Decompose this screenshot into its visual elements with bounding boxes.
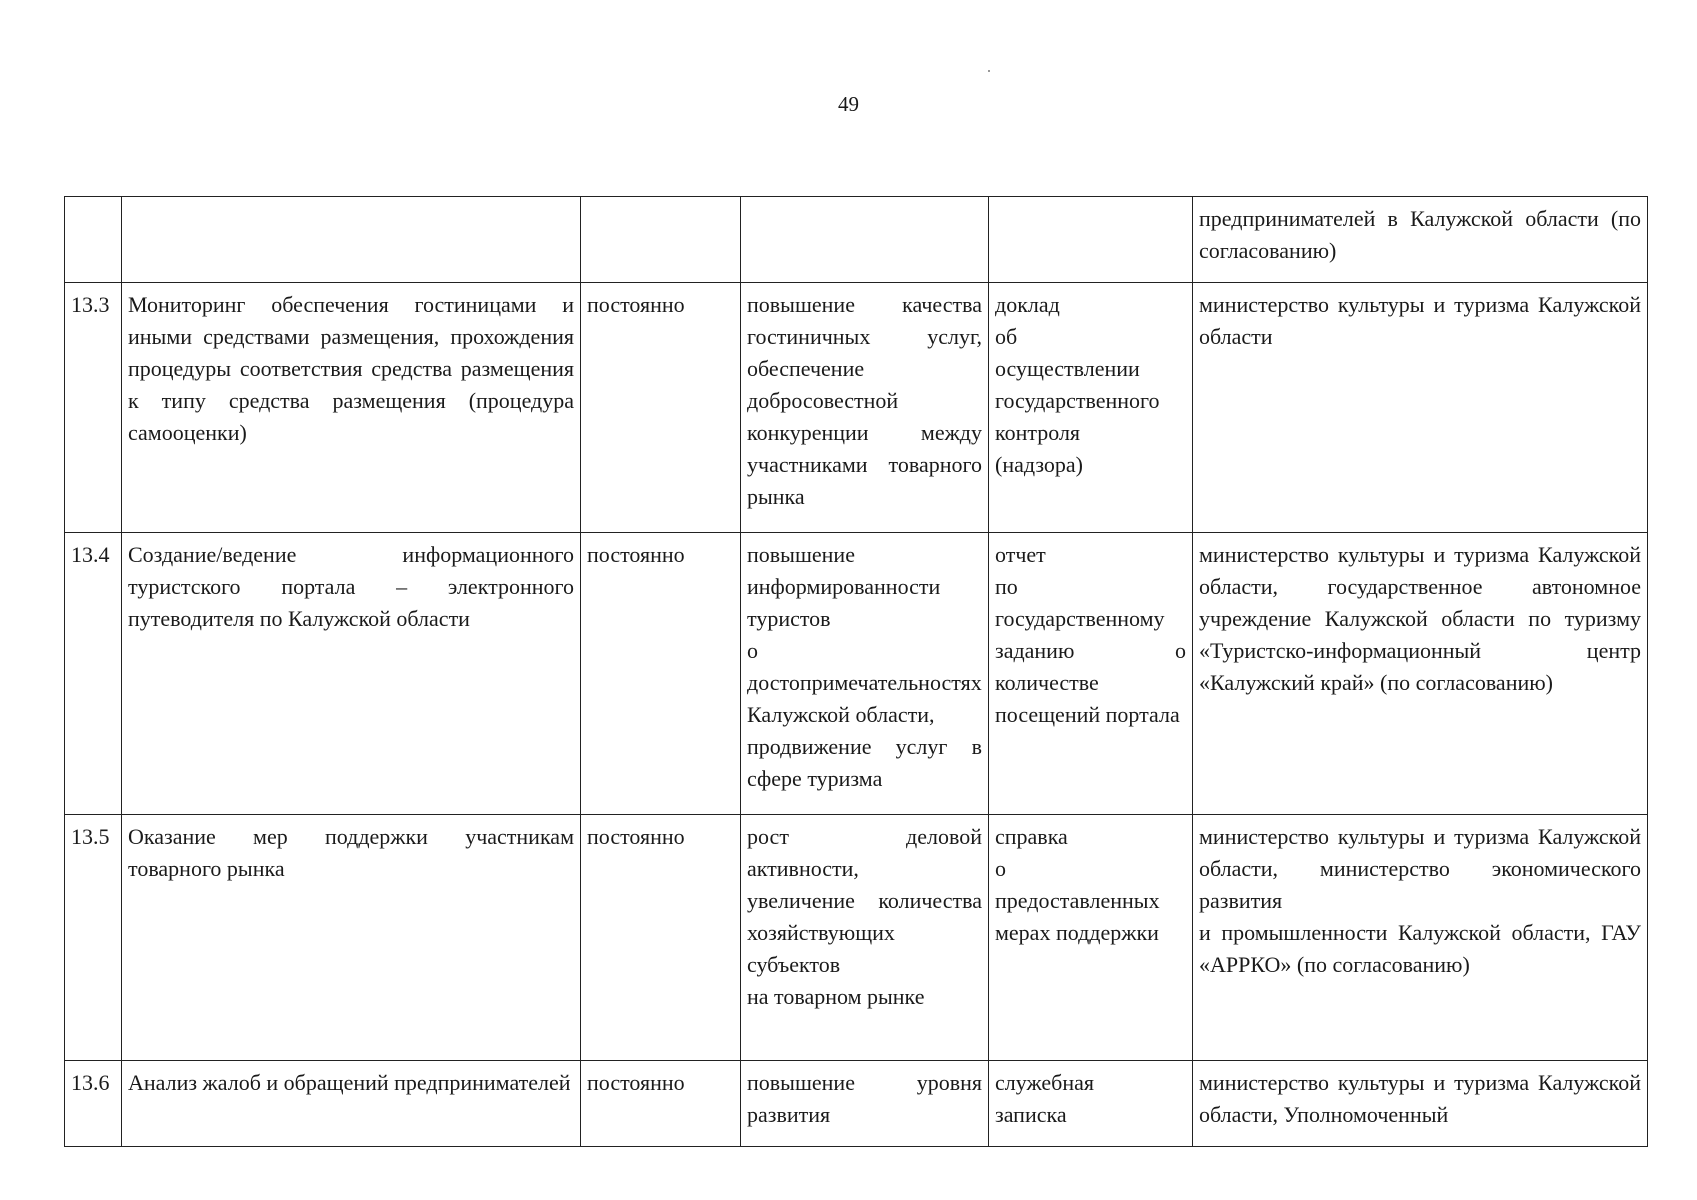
term-cell: постоянно xyxy=(581,533,741,815)
result-cell xyxy=(741,197,989,283)
scan-dot xyxy=(988,70,990,72)
activity-cell: Мониторинг обеспечения гостиницами и иными средствами размещения, прохождения процедуры соответствия средства размещения к типу средства размещения (процедура самооценки) xyxy=(122,283,581,533)
document-cell xyxy=(989,197,1193,283)
page-number: 49 xyxy=(838,92,859,116)
row-number xyxy=(65,197,122,283)
responsible-cell: министерство культуры и туризма Калужской области xyxy=(1193,283,1648,533)
row-number: 13.4 xyxy=(65,533,122,815)
result-cell: рост деловой активности, увеличение количества хозяйствующих субъектов на товарном рынке xyxy=(741,815,989,1061)
row-number: 13.3 xyxy=(65,283,122,533)
document-cell: доклад об осуществлении государственного контроля (надзора) xyxy=(989,283,1193,533)
document-cell: справка о предоставленных мерах поддержки xyxy=(989,815,1193,1061)
responsible-cell: предпринимателей в Калужской области (по согласованию) xyxy=(1193,197,1648,283)
table-row xyxy=(65,197,1648,283)
document-cell: отчет по государственному заданию о количестве посещений портала xyxy=(989,533,1193,815)
row-number: 13.6 xyxy=(65,1061,122,1147)
activity-cell: Создание/ведение информационного туристского портала – электронного путеводителя по Калужской области xyxy=(122,533,581,815)
responsible-cell: министерство культуры и туризма Калужской области, государственное автономное учреждение Калужской области по туризму «Туристско-информационный центр «Калужский край» (по согласованию) xyxy=(1193,533,1648,815)
result-cell: повышение качества гостиничных услуг, обеспечение добросовестной конкуренции между участниками товарного рынка xyxy=(741,283,989,533)
table-row xyxy=(65,533,1648,815)
term-cell: постоянно xyxy=(581,1061,741,1147)
row-number: 13.5 xyxy=(65,815,122,1061)
table-row xyxy=(65,1061,1648,1147)
activity-cell: Оказание мер поддержки участникам товарного рынка xyxy=(122,815,581,1061)
measures-table xyxy=(64,196,1648,1147)
table-row xyxy=(65,283,1648,533)
activity-cell: Анализ жалоб и обращений предпринимателей xyxy=(122,1061,581,1147)
term-cell: постоянно xyxy=(581,815,741,1061)
term-cell: постоянно xyxy=(581,283,741,533)
result-cell: повышение уровня развития xyxy=(741,1061,989,1147)
activity-cell xyxy=(122,197,581,283)
term-cell xyxy=(581,197,741,283)
responsible-cell: министерство культуры и туризма Калужской области, министерство экономического развития и промышленности Калужской области, ГАУ «АРРКО» (по согласованию) xyxy=(1193,815,1648,1061)
result-cell: повышение информированности туристов о достопримечательностях Калужской области, продвижение услуг в сфере туризма xyxy=(741,533,989,815)
responsible-cell: министерство культуры и туризма Калужской области, Уполномоченный xyxy=(1193,1061,1648,1147)
document-cell: служебная записка xyxy=(989,1061,1193,1147)
table-row xyxy=(65,815,1648,1061)
